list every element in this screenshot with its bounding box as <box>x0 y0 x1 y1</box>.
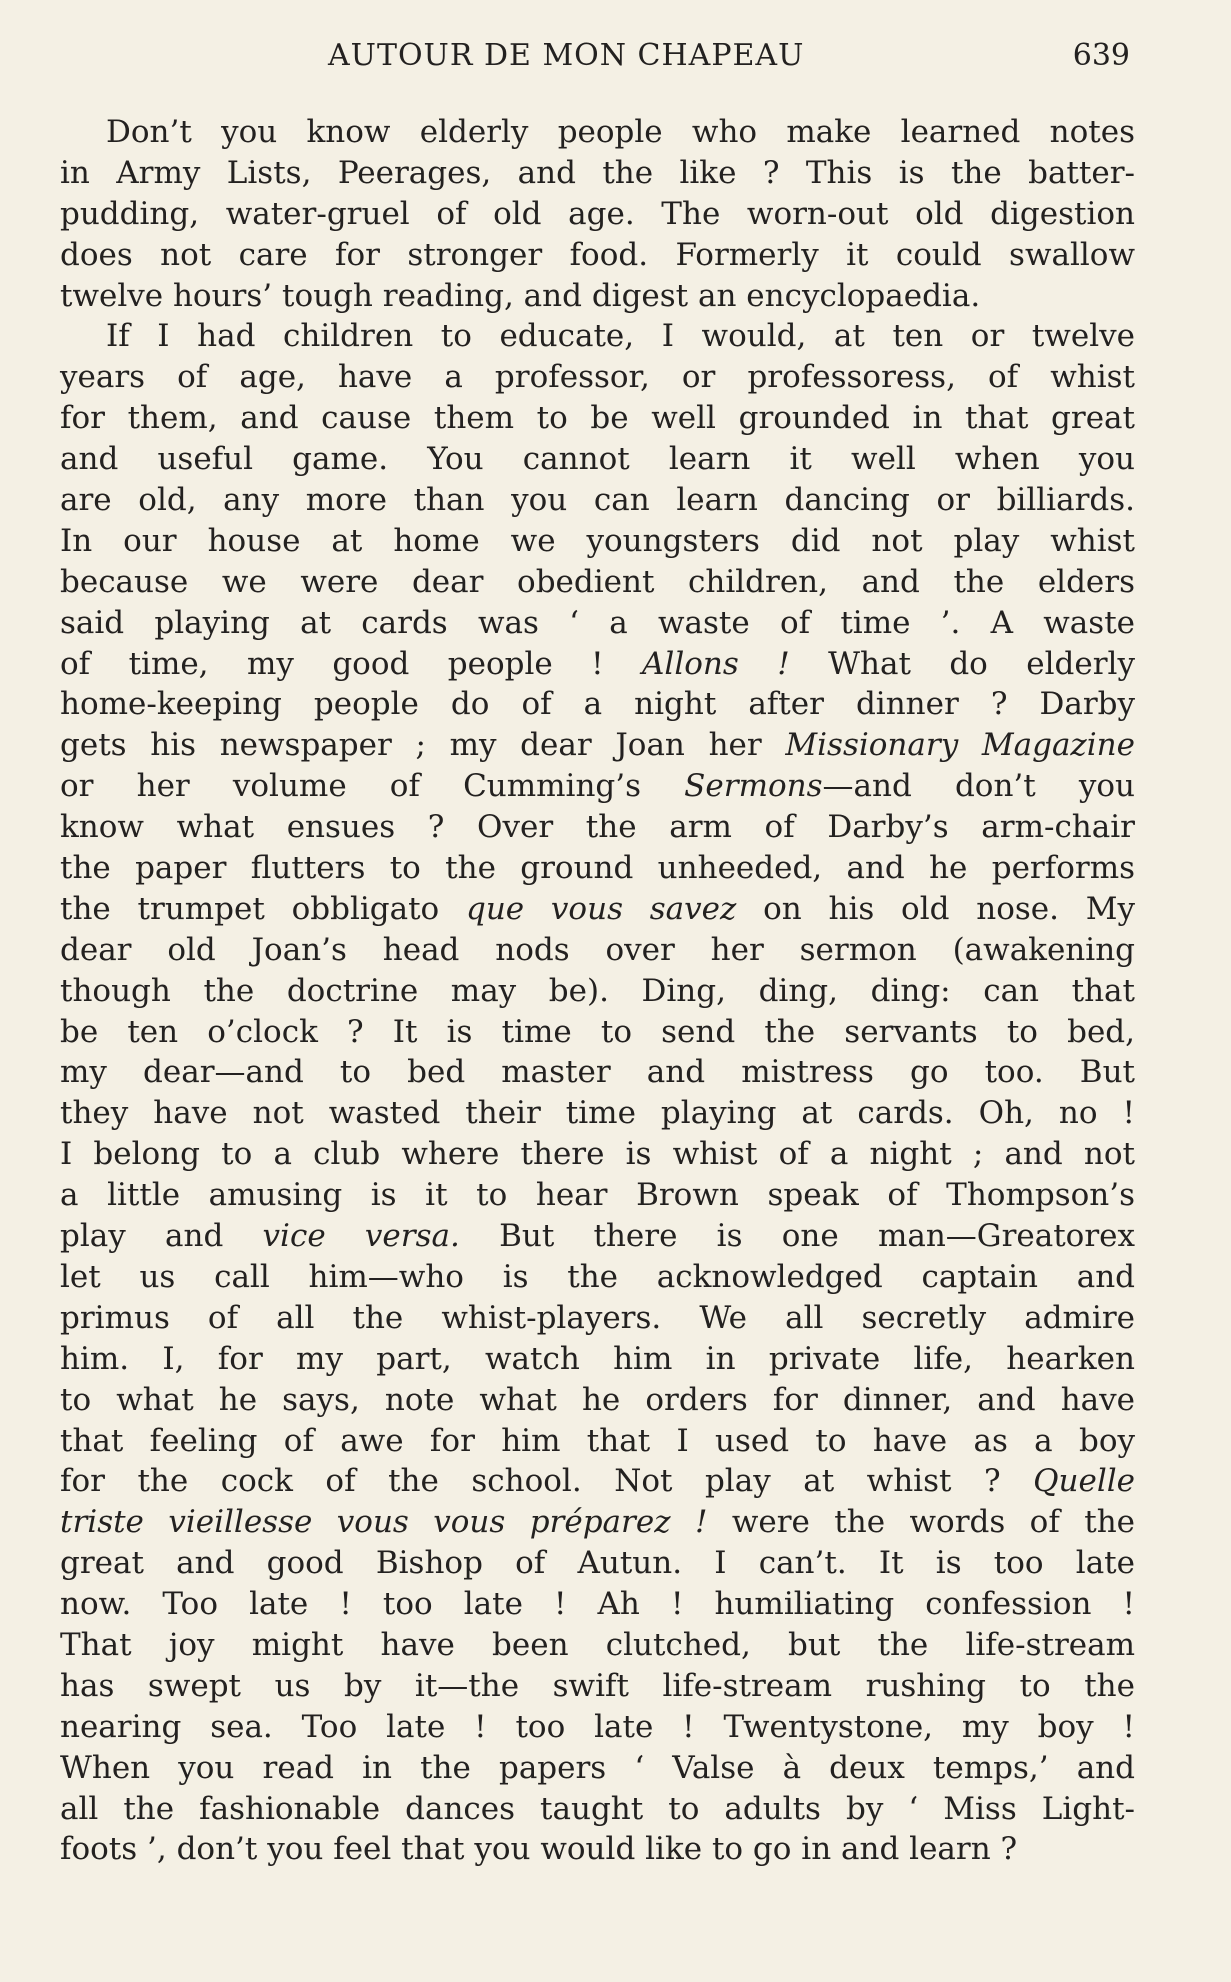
text-line: for them, and cause them to be well grounded in that great <box>60 400 1135 437</box>
text-line-with-italic: for the cock of the school. Not play at whist ? Quelle <box>60 1463 1135 1500</box>
text-line-with-italic: of time, my good people ! Allons ! What do elderly <box>60 645 1135 682</box>
text-line: and useful game. You cannot learn it well when you <box>60 441 1135 478</box>
text-line-with-italic: triste vieillesse vous vous préparez ! were the words of the <box>60 1504 1136 1541</box>
text-line: Don’t you know elderly people who make learned notes <box>106 114 1135 150</box>
italic-phrase: Missionary Magazine <box>785 727 1135 764</box>
text-line: be ten o’clock ? It is time to send the servants to bed, <box>60 1013 1135 1050</box>
text-line: dear old Joan’s head nods over her sermon (awakening <box>60 931 1135 968</box>
text-line: let us call him—who is the acknowledged captain and <box>60 1258 1135 1295</box>
text-line: know what ensues ? Over the arm of Darby’s arm-chair <box>60 809 1135 846</box>
text-line-with-italic: gets his newspaper ; my dear Joan her Missionary Magazine <box>60 727 1135 764</box>
text-line: years of age, have a professor, or professoress, of whist <box>60 359 1135 396</box>
text-line: that feeling of awe for him that I used to have as a boy <box>60 1422 1135 1459</box>
text-line: I belong to a club where there is whist of a night ; and not <box>60 1136 1135 1173</box>
text-line: If I had children to educate, I would, at ten or twelve <box>106 318 1135 355</box>
text-line: they have not wasted their time playing at cards. Oh, no ! <box>60 1095 1135 1132</box>
italic-phrase: triste vieillesse vous vous préparez ! <box>60 1504 708 1541</box>
page-number: 639 <box>1072 38 1130 73</box>
text-line: said playing at cards was ‘ a waste of time ’. A waste <box>60 604 1135 641</box>
running-title: AUTOUR DE MON CHAPEAU <box>328 38 805 73</box>
running-head <box>60 38 1130 86</box>
italic-phrase: Quelle <box>1033 1463 1135 1500</box>
text-line: In our house at home we youngsters did not play whist <box>60 522 1135 559</box>
text-line: my dear—and to bed master and mistress go too. But <box>60 1054 1135 1091</box>
text-line: great and good Bishop of Autun. I can’t. It is too late <box>60 1545 1135 1582</box>
text-line: twelve hours’ tough reading, and digest an encyclopaedia. <box>60 277 981 314</box>
text-line: home-keeping people do of a night after dinner ? Darby <box>60 686 1135 723</box>
text-line: nearing sea. Too late ! too late ! Twentystone, my boy ! <box>60 1708 1135 1745</box>
text-line: though the doctrine may be). Ding, ding, ding: can that <box>60 972 1135 1009</box>
text-line-with-italic: the trumpet obbligato que vous savez on his old nose. My <box>60 890 1136 927</box>
text-line: a little amusing is it to hear Brown speak of Thompson’s <box>60 1177 1135 1214</box>
text-line-with-italic: or her volume of Cumming’s Sermons—and don’t you <box>60 768 1135 805</box>
text-line-with-italic: play and vice versa. But there is one man—Greatorex <box>60 1218 1135 1255</box>
text-line: does not care for stronger food. Formerly it could swallow <box>60 236 1135 273</box>
italic-phrase: vice versa. <box>262 1218 460 1255</box>
text-line: has swept us by it—the swift life-stream rushing to the <box>60 1667 1135 1704</box>
italic-phrase: Allons ! <box>642 645 790 682</box>
text-line: That joy might have been clutched, but the life-stream <box>60 1626 1135 1663</box>
italic-phrase: que vous savez <box>466 890 737 927</box>
italic-phrase: Sermons <box>684 768 823 805</box>
text-line: pudding, water-gruel of old age. The worn-out old digestion <box>60 195 1135 232</box>
text-line: foots ’, don’t you feel that you would like to go in and learn ? <box>60 1831 1018 1868</box>
text-line: in Army Lists, Peerages, and the like ? This is the batter- <box>60 154 1135 191</box>
text-line: primus of all the whist-players. We all secretly admire <box>60 1299 1135 1336</box>
body-text <box>60 112 1135 1870</box>
text-line: all the fashionable dances taught to adults by ‘ Miss Light- <box>60 1790 1135 1827</box>
text-line: are old, any more than you can learn dancing or billiards. <box>60 482 1135 519</box>
text-line: because we were dear obedient children, and the elders <box>60 563 1135 600</box>
text-line: the paper flutters to the ground unheeded, and he performs <box>60 850 1135 887</box>
text-line: him. I, for my part, watch him in private life, hearken <box>60 1340 1135 1377</box>
text-line: now. Too late ! too late ! Ah ! humiliating confession ! <box>60 1586 1135 1623</box>
text-line: When you read in the papers ‘ Valse à deux temps,’ and <box>60 1749 1135 1786</box>
text-line: to what he says, note what he orders for dinner, and have <box>60 1381 1135 1418</box>
